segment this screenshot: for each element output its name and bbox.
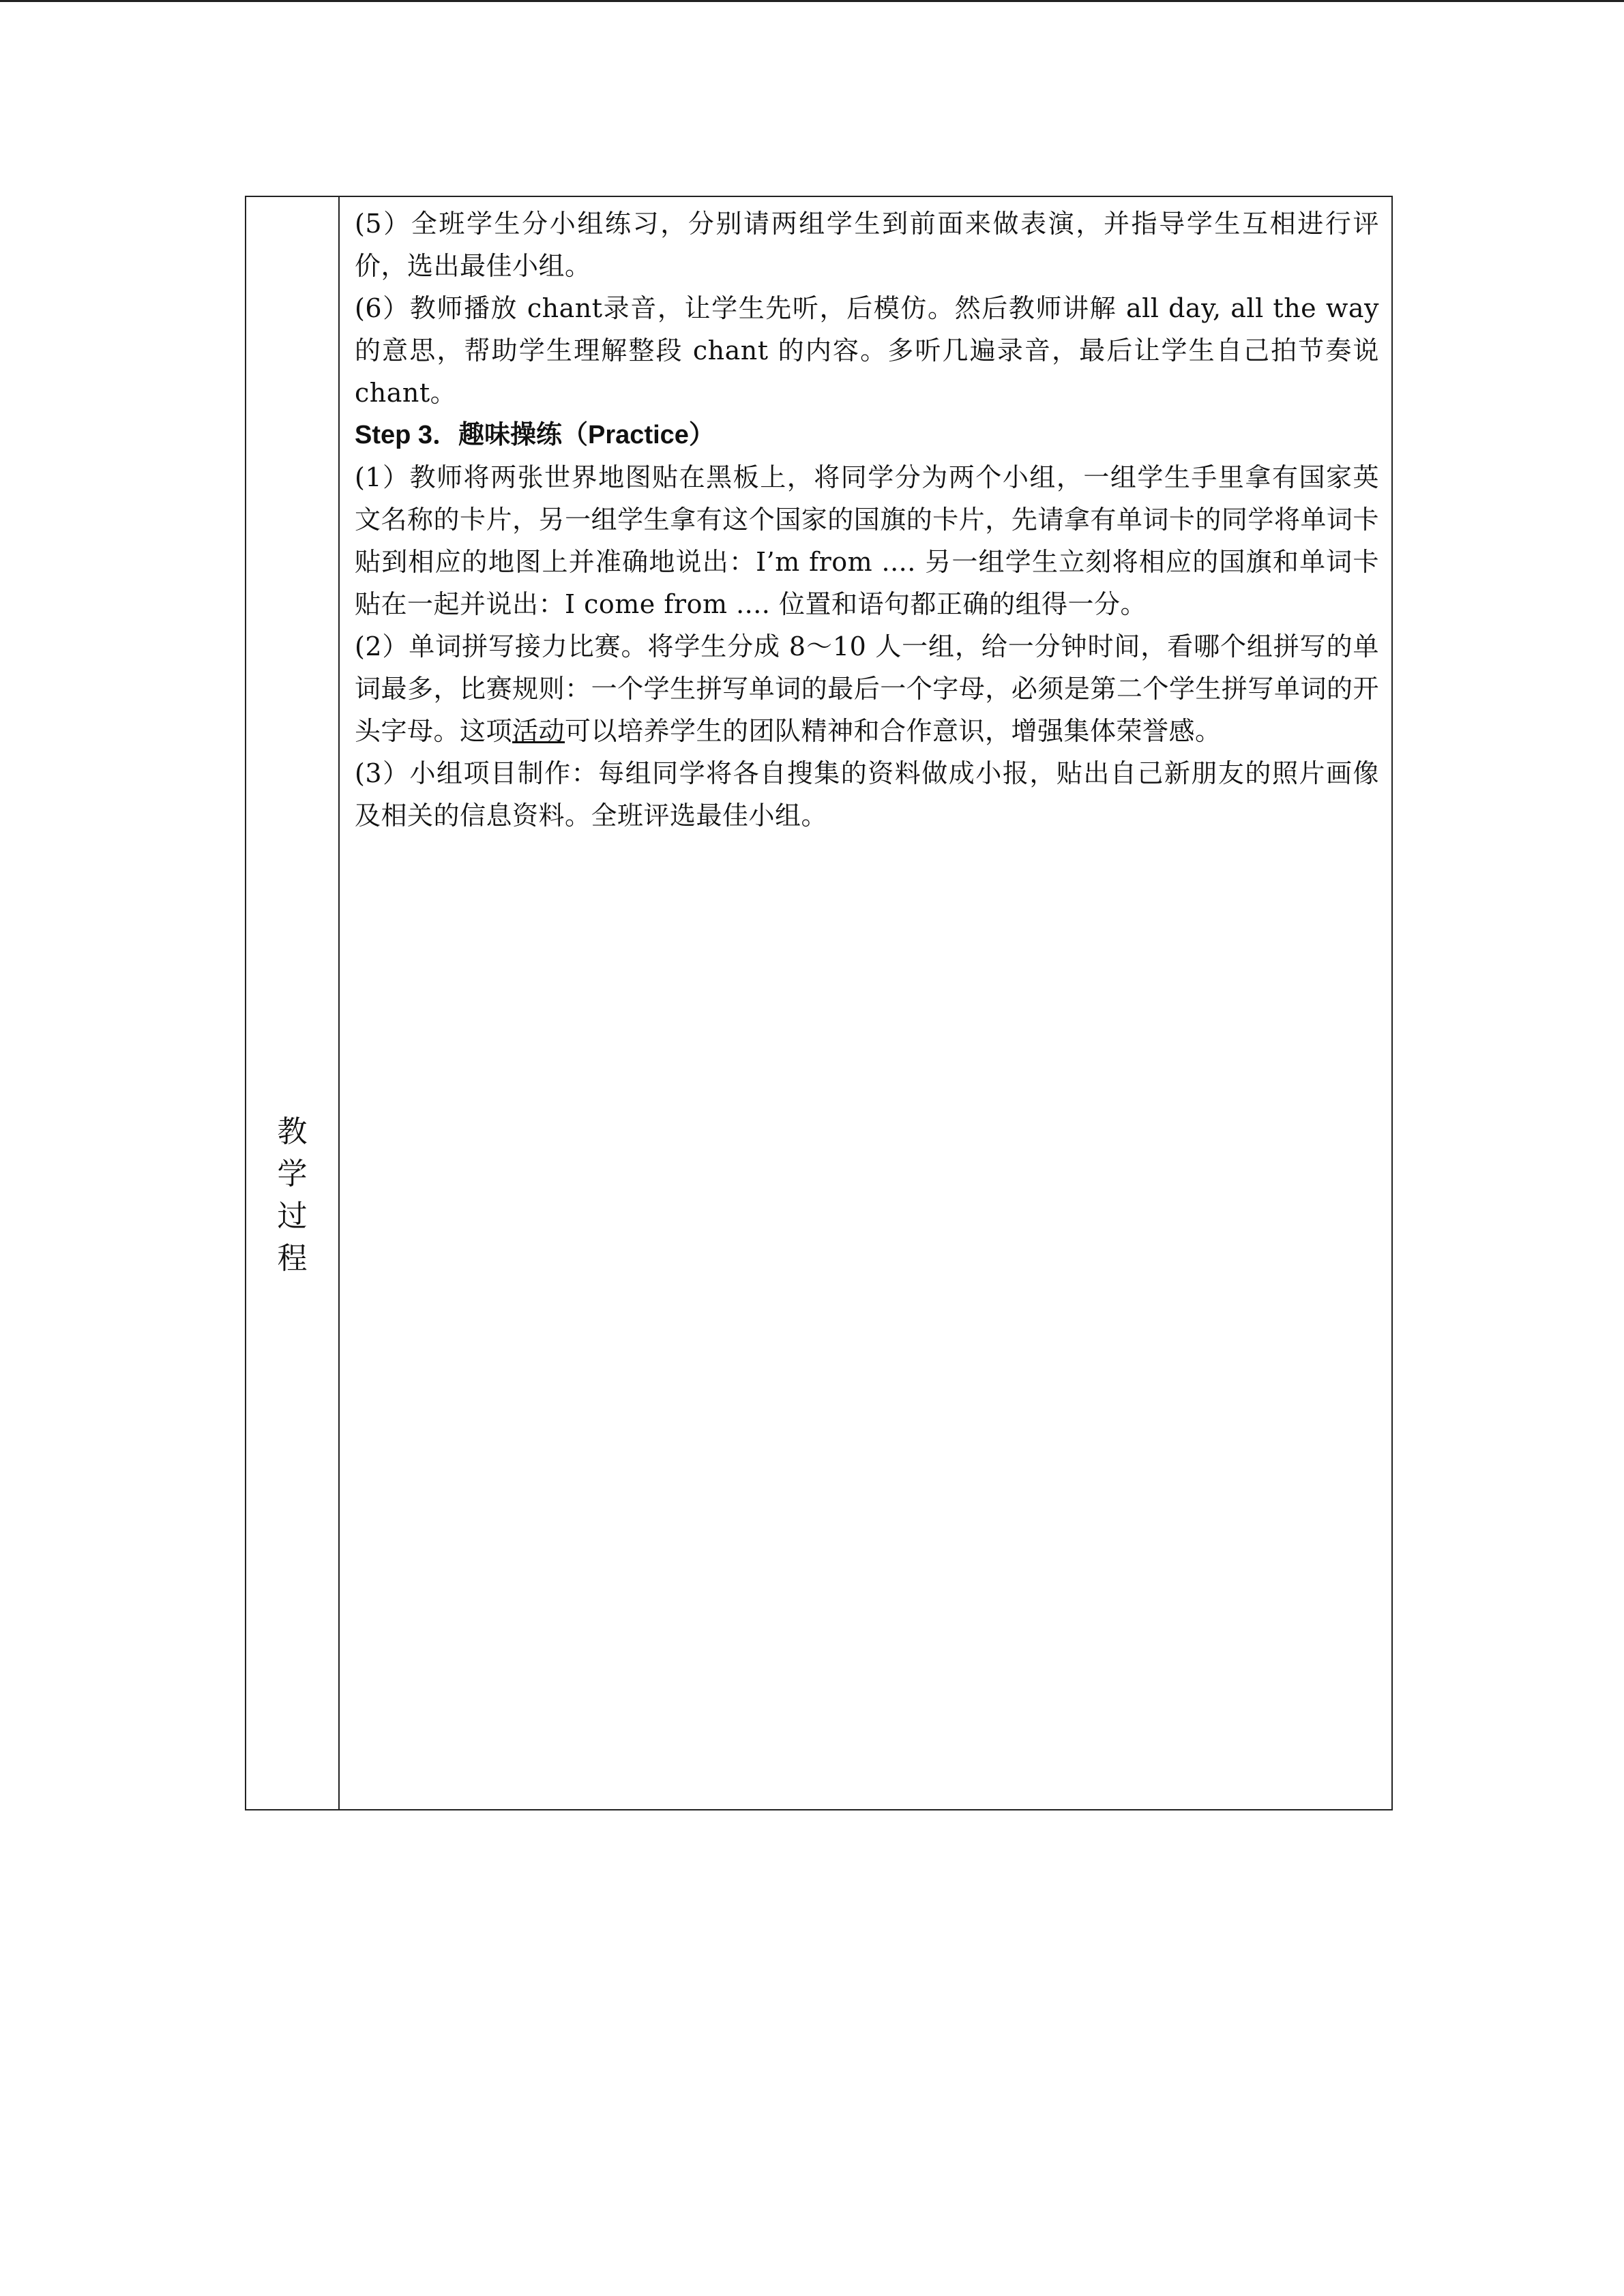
step2-item-5: (5）全班学生分小组练习，分别请两组学生到前面来做表演，并指导学生互相进行评价，选出最佳小组。 [355,209,1379,281]
step2-item-6: (6）教师播放 chant录音，让学生先听，后模仿。然后教师讲解 all day, all the way 的意思，帮助学生理解整段 chant 的内容。多听几遍录音，最后让学生自己拍节奏说 chant。 [355,293,1379,408]
step3-item-2-text-start: (2）单词拼写接力比赛。将学生分成 8～10 人一组，给一分钟时间，看哪个组拼写的单词最多，比赛规则：一个学生拼写单词的最后一个字母，必须是第二个学生拼写单词的开头字母。这项 [355,631,1379,746]
section-label-char: 教 [277,1114,308,1149]
step3-item-3: (3）小组项目制作：每组同学将各自搜集的资料做成小报，贴出自己新朋友的照片画像及相关的信息资料。全班评选最佳小组。 [355,758,1379,831]
lesson-plan-table [245,196,1393,1810]
page-top-border [0,0,1624,2]
step3-item-2 [355,625,1379,752]
step3-item-2-text-end: 可以培养学生的团队精神和合作意识，增强集体荣誉感。 [565,716,1222,746]
section-label-char: 学 [277,1157,308,1191]
step3-item-1: (1）教师将两张世界地图贴在黑板上，将同学分为两个小组，一组学生手里拿有国家英文名称的卡片，另一组学生拿有这个国家的国旗的卡片，先请拿有单词卡的同学将单词卡贴到相应的地图上并准确地说出：I’m from .... 另一组学生立刻将相应的国旗和单词卡贴在一起并说出：I come from .... 位置和语句都正确的组得一分。 [355,462,1379,619]
teaching-process-content [340,197,1391,1809]
section-label-char: 过 [277,1199,308,1234]
step3-heading: Step 3．趣味操练（Practice） [355,421,715,449]
underlined-word: 活动 [512,716,565,746]
section-label [246,1111,338,1280]
section-label-char: 程 [277,1241,308,1276]
section-label-cell [246,197,340,1809]
